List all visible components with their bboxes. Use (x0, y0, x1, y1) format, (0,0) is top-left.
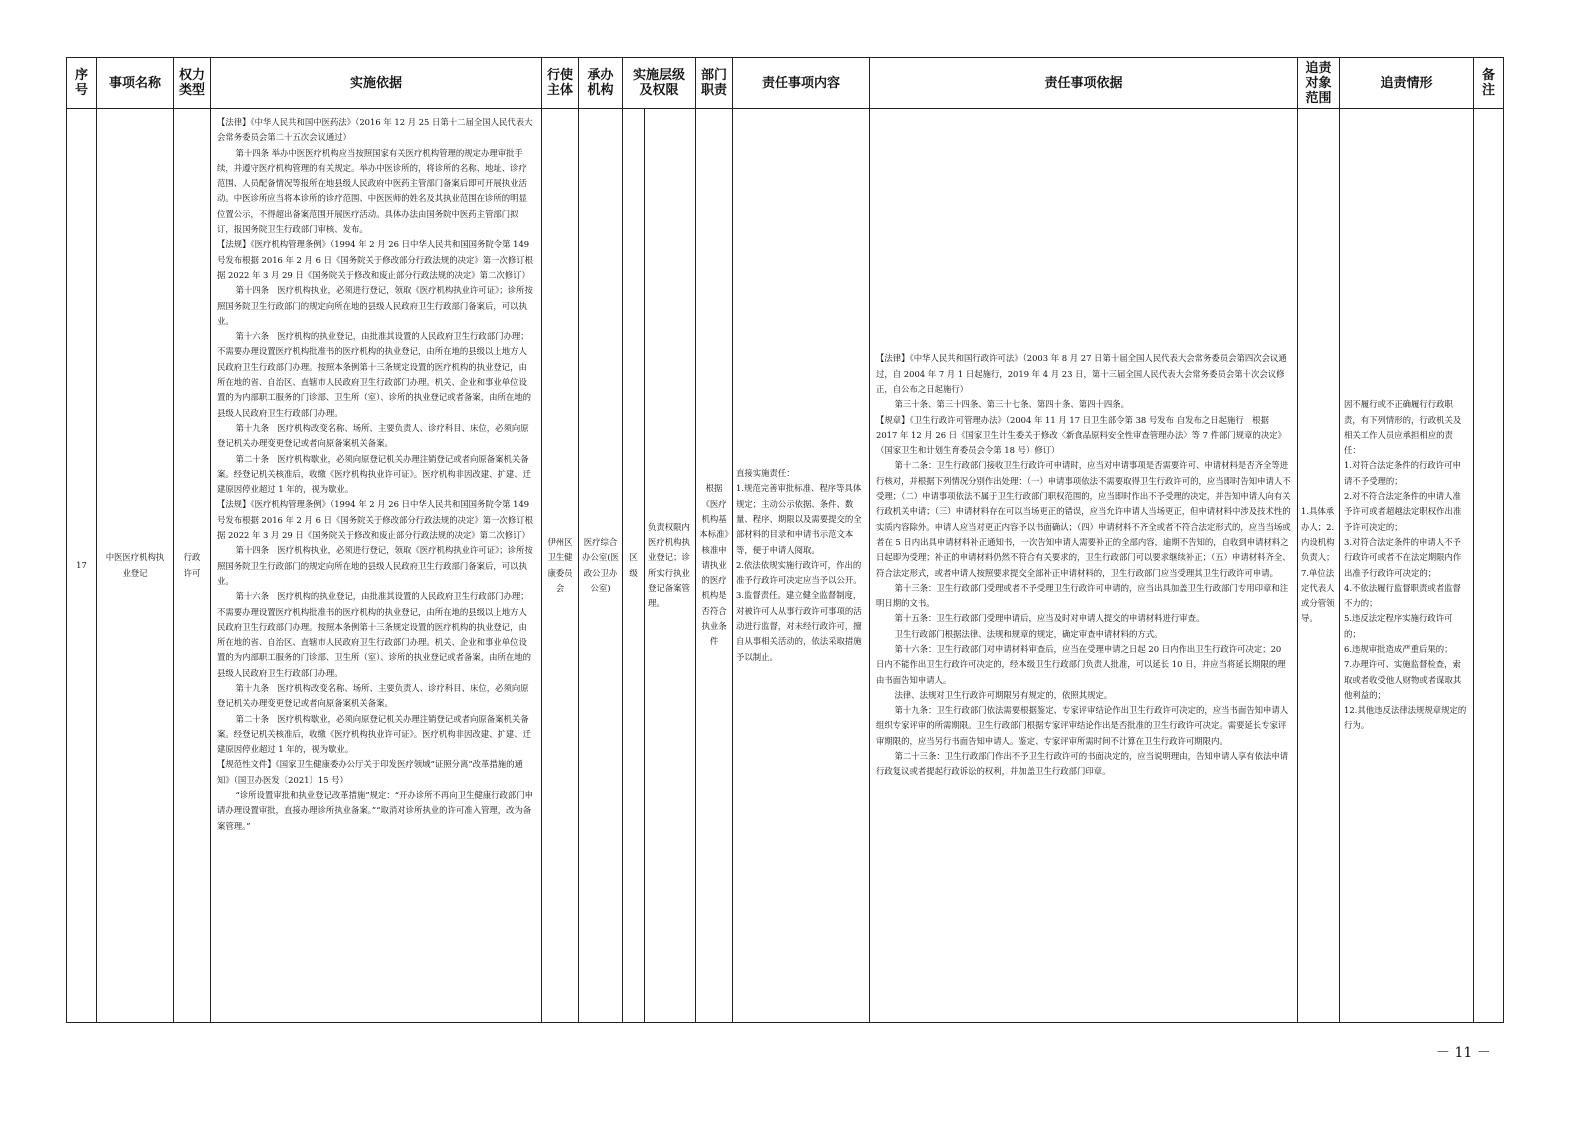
resp-basis-paragraph: 第十三条：卫生行政部门受理或者不予受理卫生行政许可申请的，应当出具加盖卫生行政部门专用印章和注明日期的文书。 (876, 582, 1289, 609)
basis-paragraph: 【法律】《中华人民共和国中医药法》（2016 年 12 月 25 日第十二届全国人民代表大会常务委员会第二十五次会议通过） (217, 117, 533, 143)
cell-level-a: 区级 (623, 109, 645, 1023)
cell-resp (733, 109, 870, 1023)
resp-item: 2.依法依规实施行政许可，作出的准予行政许可决定应当予以公开。 (736, 559, 862, 586)
table-row (67, 109, 1504, 1023)
header-duty: 部门职责 (696, 58, 733, 109)
basis-paragraph: 第二十条 医疗机构歇业，必须向原登记机关办理注销登记或者向原备案机关备案。经登记机关核准后，收缴《医疗机构执业许可证》。医疗机构非因改建、扩建、迁建原因停业超过 1 年的，视为歇业。 (217, 713, 532, 755)
header-org: 承办机构 (579, 58, 623, 109)
page-number: － 11 － (1436, 1045, 1491, 1061)
resp-basis-paragraph: 法律、法规对卫生行政许可期限另有规定的，依照其规定。 (894, 689, 1113, 700)
cell-situation (1340, 109, 1474, 1023)
basis-paragraph: 第十六条 医疗机构的执业登记，由批准其设置的人民政府卫生行政部门办理；不需要办理设置医疗机构批准书的医疗机构的执业登记，由所在地的县级以上地方人民政府卫生行政部门办理。按照本条例第十三条规定设置的医疗机构的执业登记，由所在地的省、自治区、直辖市人民政府卫生行政部门办理。机关、企业和事业单位设置的为内部职工服务的门诊部、卫生所（室）、诊所的执业登记或者备案，由所在地的县级人民政府卫生行政部门办理。 (217, 591, 532, 678)
header-situation: 追责情形 (1340, 58, 1474, 109)
cell-subject: 伊州区卫生健康委员会 (542, 109, 579, 1023)
header-resp: 责任事项内容 (733, 58, 870, 109)
header-remark: 备注 (1474, 58, 1504, 109)
cell-seq: 17 (67, 109, 97, 1023)
header-target: 追责对象范围 (1298, 58, 1340, 109)
basis-paragraph: 【法规】《医疗机构管理条例》（1994 年 2 月 26 日中华人民共和国国务院令第 149 号发布根据 2016 年 2 月 6 日《国务院关于修改部分行政法规的决定》第一次修订根据 2022 年 3 月 29 日《国务院关于修改和废止部分行政法规的决定》第二次修订） (217, 499, 533, 541)
situation-item: 1.对符合法定条件的行政许可申请不予受理的； (1344, 460, 1461, 486)
basis-paragraph: 第十四条 医疗机构执业，必须进行登记，领取《医疗机构执业许可证》；诊所按照国务院卫生行政部门的规定向所在地的县级人民政府卫生行政部门备案后，可以执业。 (217, 285, 533, 326)
resp-basis-paragraph: 第十五条：卫生行政部门受理申请后，应当及时对申请人提交的申请材料进行审查。 (894, 613, 1205, 624)
power-list-table (66, 57, 1504, 1023)
situation-item: 因不履行或不正确履行行政职责，有下列情形的，行政机关及相关工作人员应承担相应的责任： (1344, 399, 1462, 456)
resp-item: 1.规范完善审批标准、程序等具体规定；主动公示依据、条件、数量、程序、期限以及需要提交的全部材料的目录和申请书示范文本等，便于申请人阅取。 (736, 483, 862, 555)
situation-items (1344, 397, 1469, 734)
basis-paragraph: “诊所设置审批和执业登记改革措施”规定：“开办诊所不再向卫生健康行政部门申请办理设置审批，直接办理诊所执业备案。”“取消对诊所执业的许可准入管理，改为备案管理。” (217, 790, 534, 831)
basis-paragraph: 第十四条 举办中医医疗机构应当按照国家有关医疗机构管理的规定办理审批手续，并遵守医疗机构管理的有关规定。举办中医诊所的，将诊所的名称、地址、诊疗范围、人员配备情况等报所在地县级人民政府中医药主管部门备案后即可开展执业活动。中医诊所应当将本诊所的诊疗范围、中医医师的姓名及其执业范围在诊所的明显位置公示，不得超出备案范围开展医疗活动。具体办法由国务院中医药主管部门拟订，报国务院卫生行政部门审核、发布。 (217, 147, 527, 235)
cell-basis (211, 109, 542, 1023)
situation-item: 12.其他违反法律法规规章规定的行为。 (1344, 705, 1467, 731)
cell-name: 中医医疗机构执业登记 (97, 109, 174, 1023)
basis-paragraph: 第十四条 医疗机构执业，必须进行登记，领取《医疗机构执业许可证》；诊所按照国务院卫生行政部门的规定向所在地的县级人民政府卫生行政部门备案后，可以执业。 (217, 545, 533, 586)
resp-basis-paragraph: 卫生行政部门根据法律、法规和规章的规定，确定审查申请材料的方式。 (894, 628, 1163, 639)
resp-item: 3.监督责任。建立健全监督制度，对被许可人从事行政许可事项的活动进行监督，对未经行政许可，擅自从事相关活动的，依法采取措施予以制止。 (736, 590, 862, 662)
cell-duty: 根据《医疗机构基本标准》核准申请执业的医疗机构是否符合执业条件 (696, 109, 733, 1023)
situation-item: 3.对符合法定条件的申请人不予行政许可或者不在法定期限内作出准予行政许可决定的； (1344, 536, 1462, 578)
resp-basis-paragraph: 【法律】《中华人民共和国行政许可法》（2003 年 8 月 27 日第十届全国人民代表大会常务委员会第四次会议通过，自 2004 年 7 月 1 日起施行，2019 年 4 月 23 日，第十三届全国人民代表大会常务委员会第十次会议修正，自公布之日起施行） (876, 353, 1287, 394)
cell-org: 医疗综合办公室(医政公卫办公室) (579, 109, 623, 1023)
header-basis: 实施依据 (211, 58, 542, 109)
header-type: 权力类型 (174, 58, 211, 109)
document-page (66, 57, 1503, 1023)
header-row (67, 58, 1504, 109)
resp-items (736, 466, 866, 665)
basis-paragraphs (217, 115, 535, 834)
resp-basis-paragraph: 【规章】《卫生行政许可管理办法》（2004 年 11 月 17 日卫生部令第 38 号发布 自发布之日起施行 根据 2017 年 12 月 26 日《国家卫生计生委关于修改〈新食品原料安全性审查管理办法〉等 7 件部门规章的决定》（国家卫生和计划生育委员会令第 18 号）修订） (876, 414, 1286, 456)
header-name: 事项名称 (97, 58, 174, 109)
situation-item: 2.对不符合法定条件的申请人准予许可或者超越法定职权作出准予许可决定的； (1344, 491, 1462, 532)
situation-item: 7.办理许可、实施监督检查，索取或者收受他人财物或者谋取其他利益的； (1344, 659, 1462, 700)
basis-paragraph: 【法规】《医疗机构管理条例》（1994 年 2 月 26 日中华人民共和国国务院令第 149 号发布根据 2016 年 2 月 6 日《国务院关于修改部分行政法规的决定》第一次修订根据 2022 年 3 月 29 日《国务院关于修改和废止部分行政法规的决定》第二次修订） (217, 239, 533, 280)
cell-level-b: 负责权限内医疗机构执业登记；诊所实行执业登记备案管理。 (645, 109, 696, 1023)
resp-basis-paragraph: 第十九条：卫生行政部门依法需要根据鉴定、专家评审结论作出卫生行政许可决定的，应当书面告知申请人组织专家评审的所需期限。卫生行政部门根据专家评审结论作出是否批准的卫生行政许可决定。需要延长专家评审期限的，应当另行书面告知申请人。鉴定、专家评审所需时间不计算在卫生行政许可期限内。 (876, 705, 1289, 746)
header-level: 实施层级及权限 (623, 58, 696, 109)
cell-target: 1.具体承办人；2.内设机构负责人；7.单位法定代表人或分管领导。 (1298, 109, 1340, 1023)
resp-basis-paragraph: 第十二条：卫生行政部门接收卫生行政许可申请时，应当对申请事项是否需要许可、申请材料是否齐全等进行核对，并根据下列情况分别作出处理：（一）申请事项依法不需要取得卫生行政许可的，应当即时告知申请人不受理；（二）申请事项依法不属于卫生行政部门职权范围的，应当即时作出不予受理的决定，并告知申请人向有关行政机关申请；（三）申请材料存在可以当场更正的错误，应当允许申请人当场更正，但申请材料中涉及技术性的实质内容除外。申请人应当对更正内容予以书面确认；（四）申请材料不齐全或者不符合法定形式的，应当当场或者在 5 日内出具申请材料补正通知书，一次告知申请人需要补正的全部内容，逾期不告知的，自收到申请材料之日起即为受理；补正的申请材料仍然不符合有关要求的，卫生行政部门可以要求继续补正；（五）申请材料齐全、符合法定形式，或者申请人按照要求提交全部补正申请材料的，卫生行政部门应当受理其卫生行政许可申请。 (876, 460, 1291, 578)
basis-paragraph: 第二十条 医疗机构歇业，必须向原登记机关办理注销登记或者向原备案机关备案。经登记机关核准后，收缴《医疗机构执业许可证》。医疗机构非因改建、扩建、迁建原因停业超过 1 年的，视为歇业。 (217, 453, 532, 495)
situation-item: 4.不依法履行监督职责或者监督不力的； (1344, 582, 1461, 609)
resp-basis-paragraph: 第三十条、第三十四条、第三十七条、第四十条、第四十四条。 (894, 399, 1129, 410)
basis-paragraph: 【规范性文件】《国家卫生健康委办公厅关于印发医疗领域“证照分离”改革措施的通知》（国卫办医发〔2021〕15 号） (217, 759, 523, 785)
basis-paragraph: 第十九条 医疗机构改变名称、场所、主要负责人、诊疗科目、床位，必须向原登记机关办理变更登记或者向原备案机关备案。 (217, 422, 529, 449)
situation-item: 5.违反法定程序实施行政许可的； (1344, 613, 1453, 639)
resp-basis-paragraphs (876, 351, 1291, 779)
header-resp-basis: 责任事项依据 (870, 58, 1298, 109)
cell-remark (1474, 109, 1504, 1023)
basis-paragraph: 第十六条 医疗机构的执业登记，由批准其设置的人民政府卫生行政部门办理；不需要办理设置医疗机构批准书的医疗机构的执业登记，由所在地的县级以上地方人民政府卫生行政部门办理。按照本条例第十三条规定设置的医疗机构的执业登记，由所在地的省、自治区、直辖市人民政府卫生行政部门办理。机关、企业和事业单位设置的为内部职工服务的门诊部、卫生所（室）、诊所的执业登记或者备案，由所在地的县级人民政府卫生行政部门办理。 (217, 331, 532, 418)
resp-basis-paragraph: 第二十三条：卫生行政部门作出不予卫生行政许可的书面决定的，应当说明理由，告知申请人享有依法申请行政复议或者提起行政诉讼的权利，并加盖卫生行政部门印章。 (876, 751, 1289, 777)
header-seq: 序号 (67, 58, 97, 109)
header-subject: 行使主体 (542, 58, 579, 109)
cell-type: 行政许可 (174, 109, 211, 1023)
cell-resp-basis (870, 109, 1298, 1023)
resp-basis-paragraph: 第十六条：卫生行政部门对申请材料审查后，应当在受理申请之日起 20 日内作出卫生行政许可决定；20 日内不能作出卫生行政许可决定的，经本级卫生行政部门负责人批准，可以延长 10 日，并应当将延长期限的理由书面告知申请人。 (876, 643, 1286, 685)
resp-item: 直接实施责任： (736, 468, 795, 479)
basis-paragraph: 第十九条 医疗机构改变名称、场所、主要负责人、诊疗科目、床位，必须向原登记机关办理变更登记或者向原备案机关备案。 (217, 682, 529, 709)
situation-item: 6.违规审批造成严重后果的； (1344, 643, 1453, 654)
